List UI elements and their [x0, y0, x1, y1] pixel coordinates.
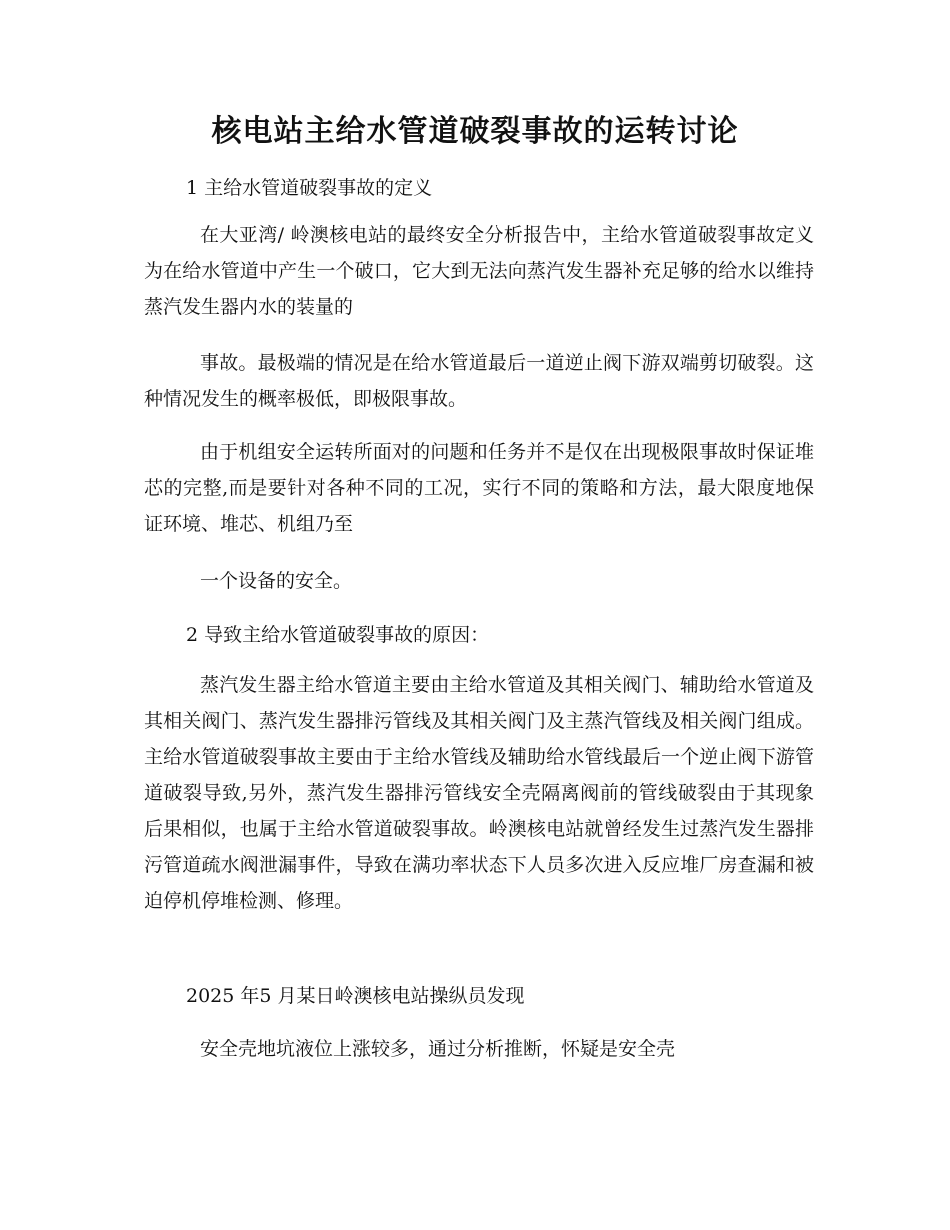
- document-title: 核电站主给水管道破裂事故的运转讨论: [211, 114, 739, 149]
- paragraph-4: 一个设备的安全。: [200, 570, 353, 592]
- paragraph-6: 2025 年5 月某日岭澳核电站操纵员发现: [186, 985, 525, 1007]
- section-heading-1: 1 主给水管道破裂事故的定义: [186, 177, 433, 199]
- section-heading-2: 2 导致主给水管道破裂事故的原因：: [186, 624, 490, 646]
- paragraph-1: 在大亚湾/ 岭澳核电站的最终安全分析报告中，主给水管道破裂事故定义为在给水管道中产生一个破口，它大到无法向蒸汽发生器补充足够的给水以维持蒸汽发生器内水的装量的: [144, 224, 814, 318]
- paragraph-3: 由于机组安全运转所面对的问题和任务并不是仅在出现极限事故时保证堆芯的完整,而是要针对各种不同的工况，实行不同的策略和方法，最大限度地保证环境、堆芯、机组乃至: [144, 441, 814, 535]
- paragraph-7: 安全壳地坑液位上涨较多，通过分析推断，怀疑是安全壳: [200, 1038, 676, 1060]
- paragraph-5: 蒸汽发生器主给水管道主要由主给水管道及其相关阀门、辅助给水管道及其相关阀门、蒸汽发生器排污管线及其相关阀门及主蒸汽管线及相关阀门组成。主给水管道破裂事故主要由于主给水管线及辅助给水管线最后一个逆止阀下游管道破裂导致,另外，蒸汽发生器排污管线安全壳隔离阀前的管线破裂由于其现象后果相似，也属于主给水管道破裂事故。岭澳核电站就曾经发生过蒸汽发生器排污管道疏水阀泄漏事件，导致在满功率状态下人员多次进入反应堆厂房查漏和被迫停机停堆检测、修理。: [144, 674, 814, 912]
- paragraph-2: 事故。最极端的情况是在给水管道最后一道逆止阀下游双端剪切破裂。这种情况发生的概率极低，即极限事故。: [144, 352, 814, 410]
